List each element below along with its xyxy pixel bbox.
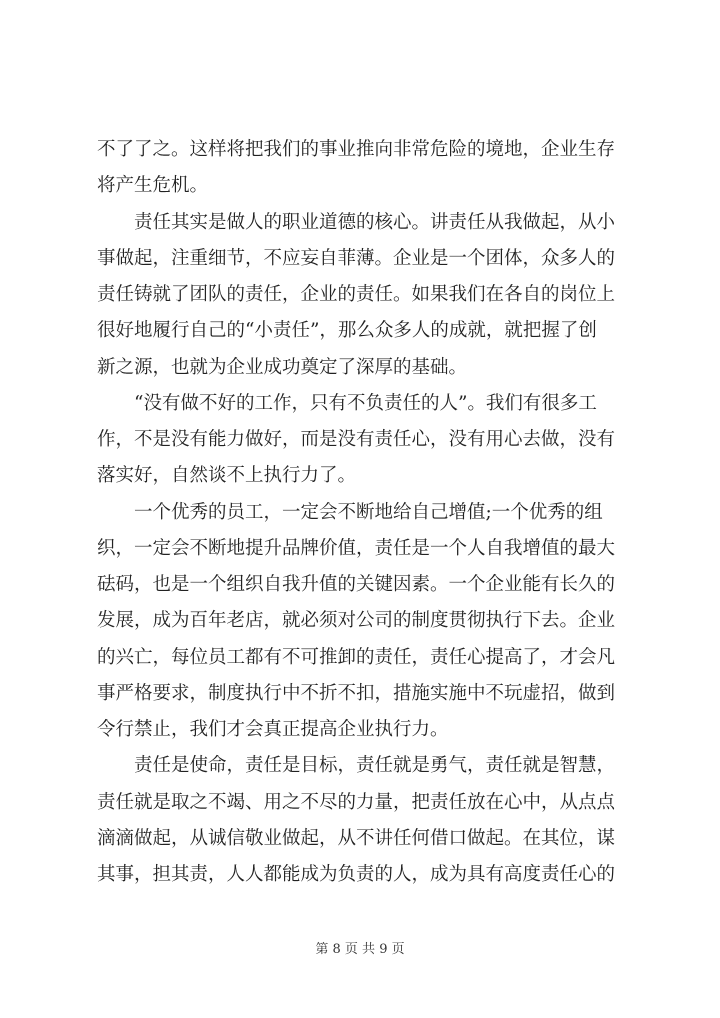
text-line: 责任其实是做人的职业道德的核心。讲责任从我做起，从小 xyxy=(134,211,616,233)
text-line: 滴滴做起，从诚信敬业做起，从不讲任何借口做起。在其位，谋 xyxy=(97,827,616,849)
text-line: 其事，担其责，人人都能成为负责的人，成为具有高度责任心的 xyxy=(97,864,616,885)
text-line: 事做起，注重细节，不应妄自菲薄。企业是一个团体，众多人的 xyxy=(97,247,616,269)
text-line: 一个优秀的员工，一定会不断地给自己增值;一个优秀的组 xyxy=(134,501,603,523)
text-line: 作，不是没有能力做好，而是没有责任心，没有用心去做，没有 xyxy=(97,429,616,450)
text-line: 的兴亡，每位员工都有不可推卸的责任，责任心提高了，才会凡 xyxy=(97,646,616,668)
text-line: 落实好，自然谈不上执行力了。 xyxy=(97,465,357,487)
paragraph xyxy=(97,748,616,893)
text-line: 将产生危机。 xyxy=(97,175,209,197)
text-line: 新之源，也就为企业成功奠定了深厚的基础。 xyxy=(97,356,468,378)
page-footer: 第 8 页 共 9 页 xyxy=(315,942,405,957)
text-line: 事严格要求，制度执行中不折不扣，措施实施中不玩虚招，做到 xyxy=(97,682,616,704)
text-line: “没有做不好的工作，只有不负责任的人”。我们有很多工 xyxy=(134,392,597,414)
paragraph xyxy=(97,205,616,386)
paragraph xyxy=(97,386,616,495)
text-line: 砝码，也是一个组织自我升值的关键因素。一个企业能有长久的 xyxy=(97,574,616,595)
text-line: 责任就是取之不竭、用之不尽的力量，把责任放在心中，从点点 xyxy=(97,791,616,813)
text-line: 织，一定会不断地提升品牌价值，责任是一个人自我增值的最大 xyxy=(97,537,616,559)
text-line: 很好地履行自己的“小责任”，那么众多人的成就，就把握了创 xyxy=(97,320,597,342)
text-line: 发展，成为百年老店，就必须对公司的制度贯彻执行下去。企业 xyxy=(97,610,616,632)
paragraph xyxy=(97,495,616,749)
text-line: 令行禁止，我们才会真正提高企业执行力。 xyxy=(97,719,449,740)
document-body xyxy=(97,132,616,893)
text-line: 责任是使命，责任是目标，责任就是勇气，责任就是智慧， xyxy=(134,755,616,777)
text-line: 不了了之。这样将把我们的事业推向非常危险的境地，企业生存 xyxy=(97,139,616,160)
text-line: 责任铸就了团队的责任，企业的责任。如果我们在各自的岗位上 xyxy=(97,284,616,305)
paragraph xyxy=(97,132,616,205)
